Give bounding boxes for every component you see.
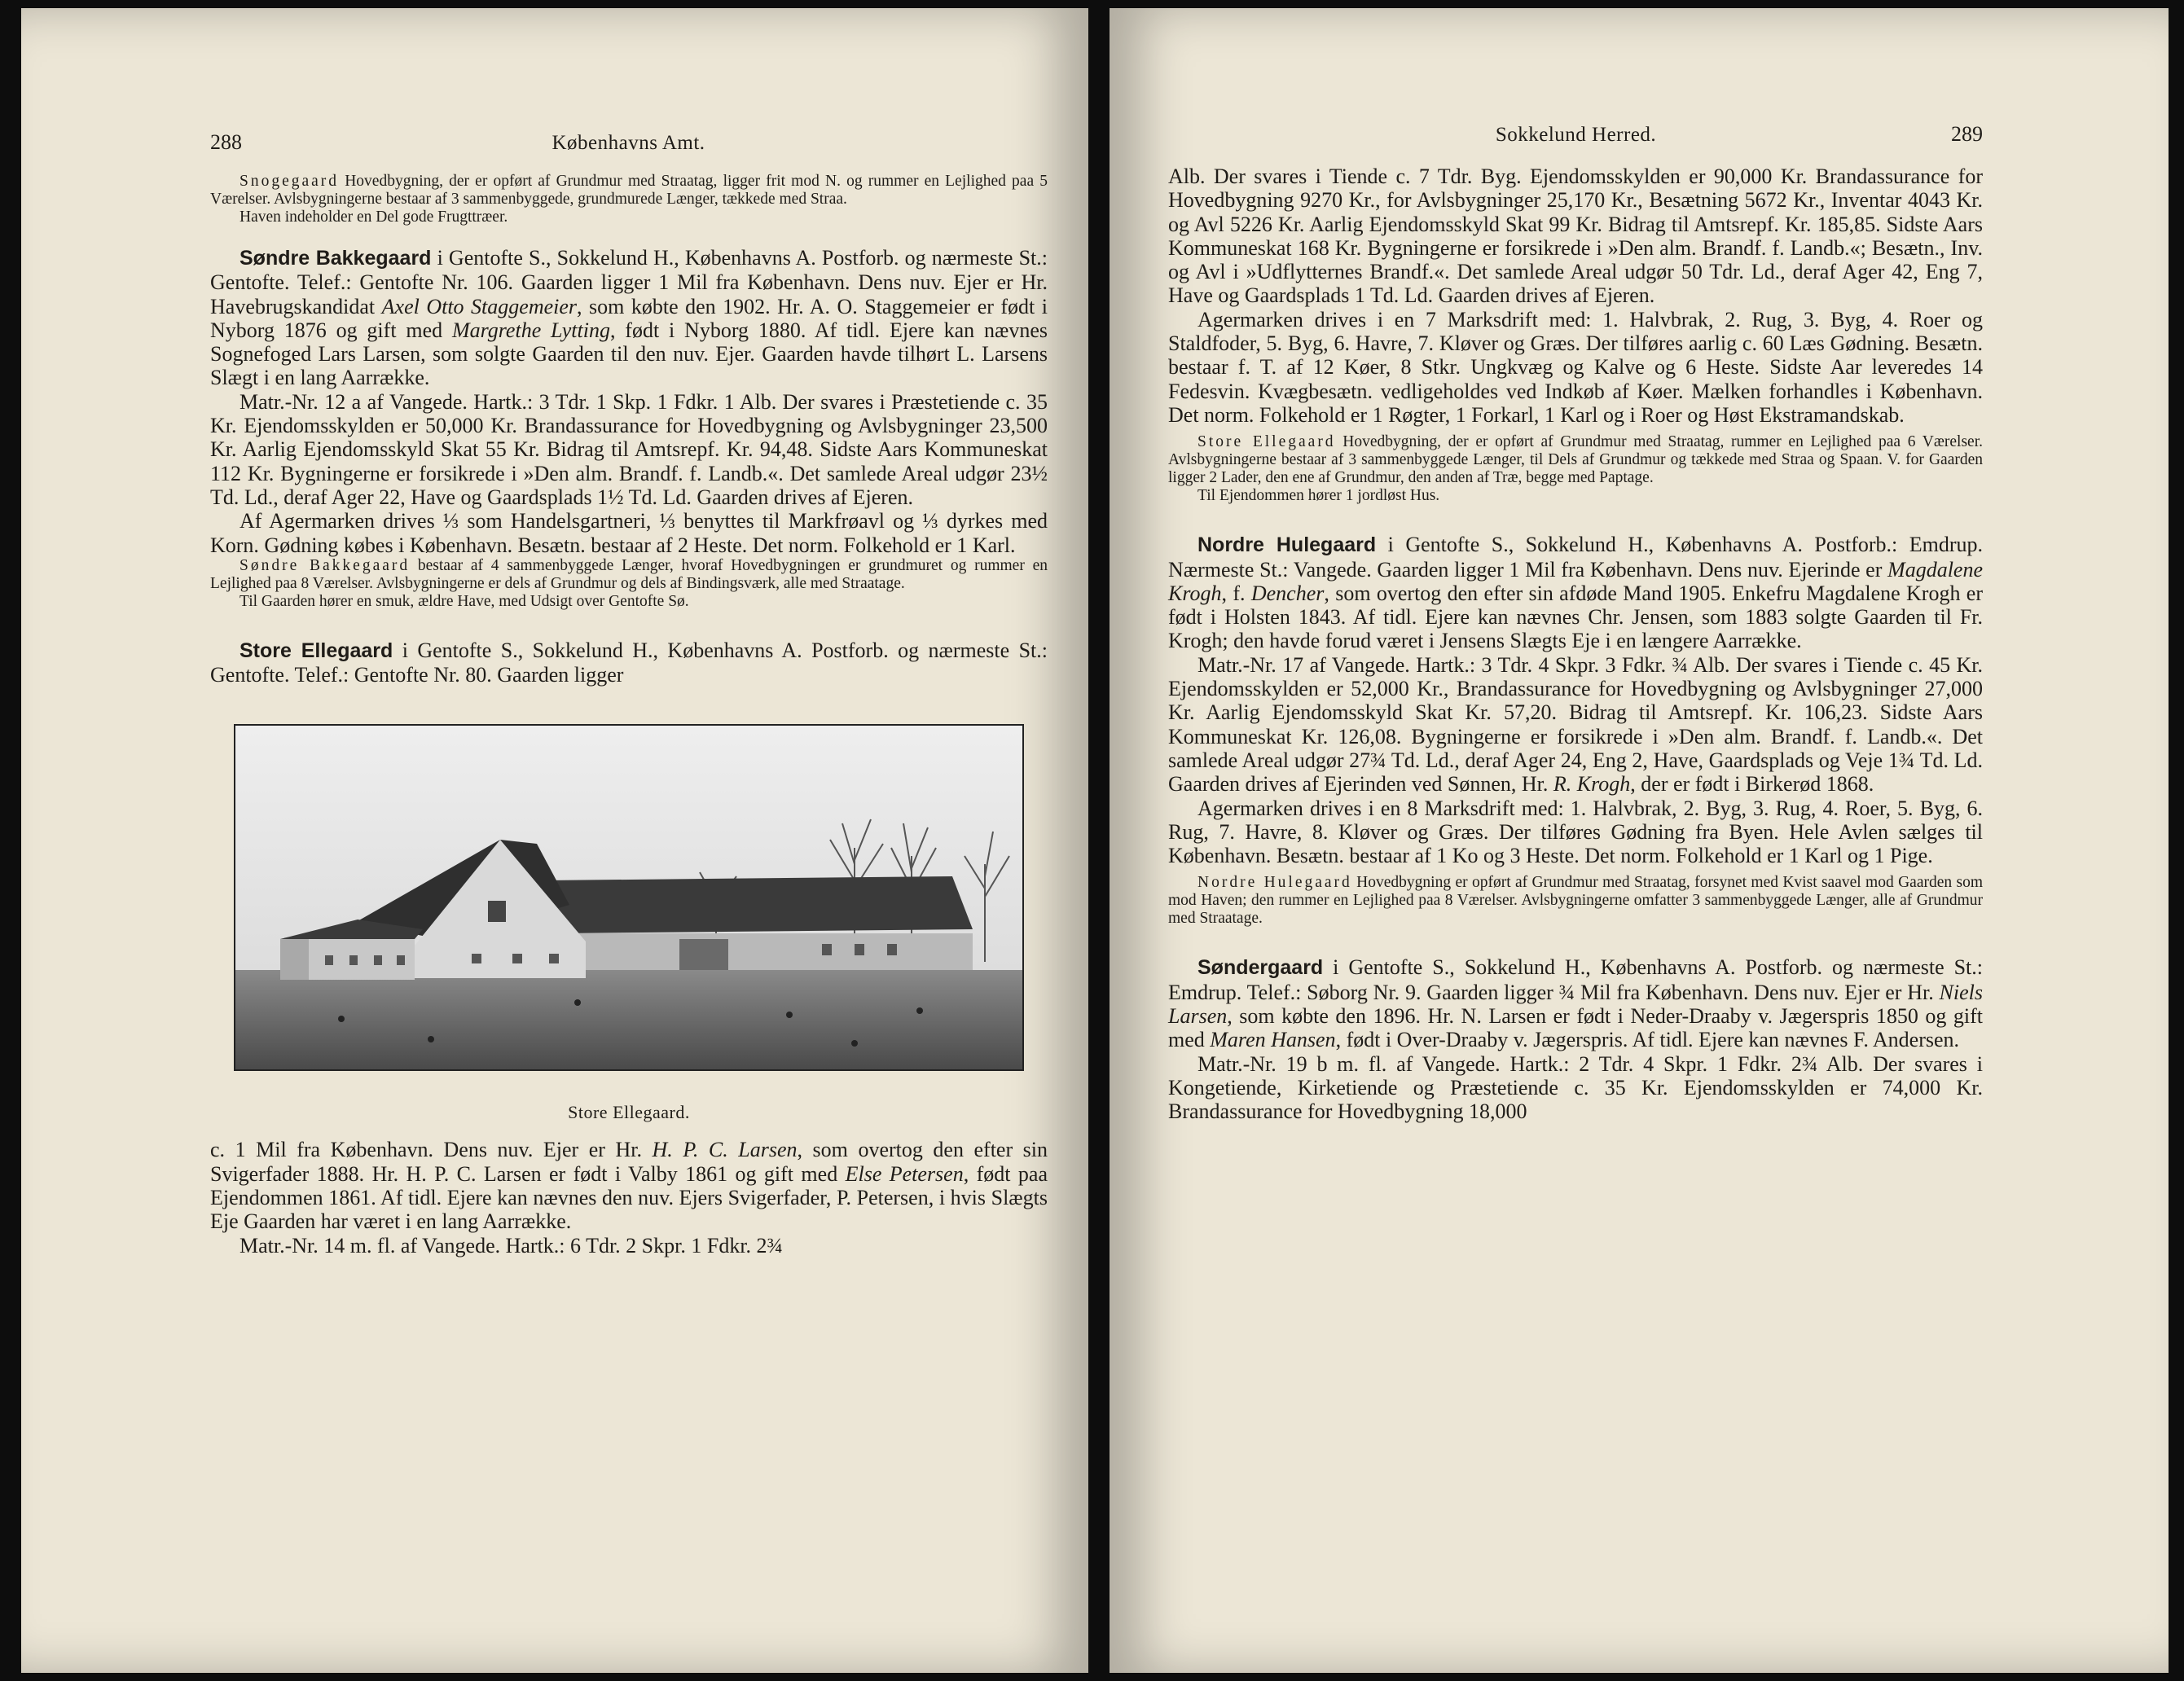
- entry-paragraph: [210, 1138, 1048, 1233]
- snogegaard-garden-note: Haven indeholder en Del gode Frugttræer.: [239, 208, 508, 226]
- small-text: Hovedbygning er opført af Grundmur med Straatag, forsynet med Kvist saavel mod Gaarden som mod Haven; den rummer en Lejlighed paa 8 Værelser. Avlsbygningerne omfatter 3 sammenbyggede Længer, alle af Grundmur med Straatage.: [1168, 874, 1983, 928]
- owner-name: H. P. C. Larsen: [652, 1138, 798, 1162]
- left-page-content: [210, 130, 1048, 1257]
- entry-paragraph: [1168, 653, 1983, 797]
- text: , der er født i Birkerød 1868.: [1630, 772, 1874, 797]
- entry-paragraph: Matr.-Nr. 19 b m. fl. af Vangede. Hartk.: 2 Tdr. 4 Skpr. 1 Fdkr. 2¾ Alb. Der svares i Kongetiende, Kirketiende og Præstetiende c. 35 Kr. Ejendomsskylden er 74,000 Kr. Brandassurance for Hovedbygning 18,000: [1168, 1051, 1983, 1124]
- entry-paragraph: Af Agermarken drives ⅓ som Handelsgartneri, ⅓ benyttes til Markfrøavl og ⅓ dyrkes med Korn. Gødning købes i København. Besætn. bestaar af 2 Heste. Det norm. Folkehold er 1 Karl.: [210, 509, 1048, 557]
- text: i Gentofte S., Sokkelund H., Københavns A. Postforb. og nærmeste St.: Emdrup. Telef.: Søborg Nr. 9. Gaarden ligger ¾ Mil fra København. Dens nuv. Ejer er Hr.: [1168, 955, 1983, 1004]
- text: , f.: [1221, 581, 1251, 605]
- small-text: bestaar af 4 sammenbyggede Længer, hvoraf Hovedbygningen er grundmuret og rummer en Lejlighed paa 8 Værelser. Avlsbygningerne er dels af Grundmur og dels af Bindingsværk, alle med Straatage.: [210, 556, 1048, 592]
- farm-title: Søndre Bakkegaard: [239, 247, 432, 270]
- owner-name: Axel Otto Staggemeier: [381, 294, 578, 318]
- small-farm-name: Store Ellegaard: [1197, 433, 1336, 451]
- text: , født paa Ejendommen 1861. Af tidl. Ejere kan nævnes den nuv. Ejers Svigerfader, P. Petersen, i hvis Slægts Eje Gaarden har været i en lang Aarrække.: [210, 1161, 1048, 1234]
- property-note: Til Ejendommen hører 1 jordløst Hus.: [1197, 487, 1440, 505]
- photo-caption: Store Ellegaard.: [568, 1102, 690, 1123]
- garden-note: Til Gaarden hører en smuk, ældre Have, med Udsigt over Gentofte Sø.: [239, 592, 689, 610]
- text: , som købte den 1902. Hr. A. O. Staggemeier er født i Nyborg 1876 og gift med: [210, 294, 1048, 342]
- small-text: Hovedbygning, der er opført af Grundmur med Straatag, rummer en Lejlighed paa 6 Værelser. Avlsbygningerne bestaar af 3 sammenbyggede Længer, til Dels af Grundmur og tækkede med Straa og Spaan. V. for Gaarden ligger 2 Lader, den ene af Grundmur, den anden af Træ, begge med Paptage.: [1168, 433, 1983, 487]
- small-farm-name: Søndre Bakkegaard: [239, 556, 411, 574]
- page-number: 288: [210, 130, 242, 154]
- entry-paragraph: [1168, 955, 1983, 1051]
- son-name: R. Krogh: [1553, 772, 1631, 797]
- entry-sondergaard: [1168, 955, 1983, 1123]
- text: i Gentofte S., Sokkelund H., Københavns A. Postforb. og nærmeste St.: Gentofte. Telef.: Gentofte Nr. 80. Gaarden ligger: [210, 638, 1048, 687]
- right-page: [1110, 8, 2169, 1673]
- text: , født i Over-Draaby v. Jægerspris. Af tidl. Ejere kan nævnes F. Andersen.: [1335, 1028, 1960, 1052]
- wife-name: Maren Hansen: [1210, 1028, 1336, 1052]
- entry-paragraph: Agermarken drives i en 8 Marksdrift med: 1. Halvbrak, 2. Byg, 3. Rug, 4. Roer, 5. Byg, 6. Rug, 7. Havre, 8. Kløver og Græs. Der tilføres Gødning fra Byen. Hele Avlen sælges til København. Besætn. bestaar af 1 Ko og 3 Heste. Det norm. Folkehold er 1 Karl og 1 Pige.: [1168, 796, 1983, 868]
- continued-paragraph: Alb. Der svares i Tiende c. 7 Tdr. Byg. Ejendomsskylden er 90,000 Kr. Brandassurance for Hovedbygning 9270 Kr., for Avlsbygninger 25,170 Kr., Besætning 5672 Kr., Inventar 4043 Kr. og Avl 5226 Kr. Aarlig Ejendomsskyld Skat 99 Kr. Bidrag til Amtsrepf. Kr. 185,85. Sidste Aars Kommuneskat 168 Kr. Bygningerne er forsikrede i »Den alm. Brandf. f. Landb.«; Besætn., Inv. og Avl i »Udflytternes Brandf.«. Det samlede Areal udgør 50 Tdr. Ld., deraf Ager 42, Eng 7, Have og Gaardsplads 1 Td. Ld. Gaarden drives af Ejeren.: [1168, 165, 1983, 308]
- entry-paragraph: [1168, 533, 1983, 652]
- text: i Gentofte S., Sokkelund H., Københavns A. Postforb. og nærmeste St.: Gentofte. Telef.: Gentofte Nr. 106. Gaarden ligger 1 Mil fra København. Dens nuv. Ejer er Hr. Havebrugskandidat: [210, 246, 1048, 318]
- maiden-name: Dencher: [1250, 581, 1325, 605]
- entry-sondre-bakkegaard: [210, 246, 1048, 611]
- running-head: Københavns Amt.: [551, 132, 705, 154]
- text: , som overtog den efter sin afdøde Mand 1905. Enkefru Magdalene Krogh er født i Holsten 1843. Af tidl. Ejere kan nævnes Chr. Jensen, som 1883 solgte Gaarden til Fr. Krogh; den havde forud været i Jensens Slægts Eje i en længere Aarrække.: [1168, 581, 1983, 653]
- page-number: 289: [1951, 122, 1983, 146]
- owner-name: Niels Larsen: [1168, 980, 1983, 1029]
- farm-title: Store Ellegaard: [239, 639, 393, 662]
- entry-store-ellegaard: [210, 639, 1048, 1257]
- text: Matr.-Nr. 17 af Vangede. Hartk.: 3 Tdr. 4 Skpr. 3 Fdkr. ¾ Alb. Der svares i Tiende c. 45 Kr. Ejendomsskylden er 52,000 Kr., Brandassurance for Hovedbygning og Avlsbygninger 27,000 Kr. Aarlig Ejendomsskyld Skat Kr. 57,20. Bidrag til Amtsrepf. Kr. 106,23. Sidste Aars Kommuneskat Kr. 126,08. Bygningerne er forsikrede i »Den alm. Brandf. f. Landb.«. Det samlede Areal udgør 27¾ Td. Ld., deraf Ager 24, Eng 2, Have, Gaardsplads og Veje 1¾ Td. Ld. Gaarden drives af Ejerinden ved Sønnen, Hr.: [1168, 652, 1983, 797]
- running-head: Sokkelund Herred.: [1495, 124, 1657, 146]
- small-farm-name: Nordre Hulegaard: [1197, 874, 1352, 892]
- building-description: [1168, 433, 1983, 487]
- text: , født i Nyborg 1880. Af tidl. Ejere kan nævnes Sognefoged Lars Larsen, som solgte Gaarden til den nuv. Ejer. Gaarden havde tilhørt L. Larsens Slægt i en lang Aarrække.: [210, 318, 1048, 390]
- entry-paragraph: Matr.-Nr. 14 m. fl. af Vangede. Hartk.: 6 Tdr. 2 Skpr. 1 Fdkr. 2¾: [239, 1233, 784, 1257]
- farm-title: Nordre Hulegaard: [1197, 533, 1377, 557]
- left-page-header: [210, 130, 1048, 155]
- farm-photo: [234, 724, 1024, 1071]
- right-page-header: [1168, 122, 1983, 147]
- text: , som overtog den efter sin Svigerfader 1888. Hr. H. P. C. Larsen er født i Valby 1861 og gift med: [210, 1138, 1048, 1186]
- entry-nordre-hulegaard: [1168, 533, 1983, 928]
- wife-name: Else Petersen: [845, 1161, 964, 1186]
- entry-paragraph: Matr.-Nr. 12 a af Vangede. Hartk.: 3 Tdr. 1 Skp. 1 Fdkr. 1 Alb. Der svares i Præstetiende c. 35 Kr. Ejendomsskylden er 50,000 Kr. Brandassurance for Hovedbygning og Avlsbygninger 23,500 Kr. Aarlig Ejendomsskyld Skat 55 Kr. Bidrag til Amtsrepf. Kr. 94,48. Sidste Aars Kommuneskat 112 Kr. Bygningerne er forsikrede i »Den alm. Brandf. f. Landb.«. Det samlede Areal udgør 23½ Td. Ld., deraf Ager 22, Have og Gaardsplads 1½ Td. Ld. Gaarden drives af Ejeren.: [210, 389, 1048, 509]
- building-description: [210, 557, 1048, 593]
- entry-paragraph: [210, 639, 1048, 687]
- small-farm-name: Snogegaard: [239, 173, 340, 190]
- text: i Gentofte S., Sokkelund H., Københavns A. Postforb.: Emdrup. Nærmeste St.: Vangede. Gaarden ligger 1 Mil fra København. Dens nuv. Ejerinde er: [1168, 533, 1983, 582]
- farm-title: Søndergaard: [1197, 956, 1324, 980]
- entry-paragraph: [210, 246, 1048, 390]
- snogegaard-description: [210, 173, 1048, 208]
- wife-name: Margrethe Lytting: [451, 318, 610, 342]
- text: c. 1 Mil fra København. Dens nuv. Ejer er Hr.: [210, 1138, 653, 1162]
- left-page: [21, 8, 1088, 1673]
- text: , som købte den 1896. Hr. N. Larsen er født i Neder-Draaby v. Jægerspris 1850 og gift med: [1168, 1004, 1983, 1052]
- continued-paragraph: Agermarken drives i en 7 Marksdrift med: 1. Halvbrak, 2. Rug, 3. Byg, 4. Roer og Staldfoder, 5. Byg, 6. Havre, 7. Kløver og Græs. Der tilføres aarlig c. 60 Læs Gødning. Besætn. bestaar f. T. af 12 Køer, 8 Stkr. Ungkvæg og Kalve og 6 Heste. Sidste Aar leveredes 14 Fedesvin. Kvægbesætn. vedligeholdes ved Indkøb af Køer. Mælken forhandles i København. Det norm. Folkehold er 1 Røgter, 1 Forkarl, 1 Karl og i Roer og Høst Ekstramandskab.: [1168, 307, 1983, 427]
- right-page-content: [1168, 122, 1983, 1124]
- building-description: [1168, 874, 1983, 928]
- small-text: Hovedbygning, der er opført af Grundmur med Straatag, ligger frit mod N. og rummer en Lejlighed paa 5 Værelser. Avlsbygningerne bestaar af 3 sammenbyggede, grundmurede Længer, tækkede med Straa.: [210, 173, 1048, 208]
- owner-name: Magdalene Krogh: [1168, 557, 1983, 605]
- photo-figure: [210, 724, 1048, 1123]
